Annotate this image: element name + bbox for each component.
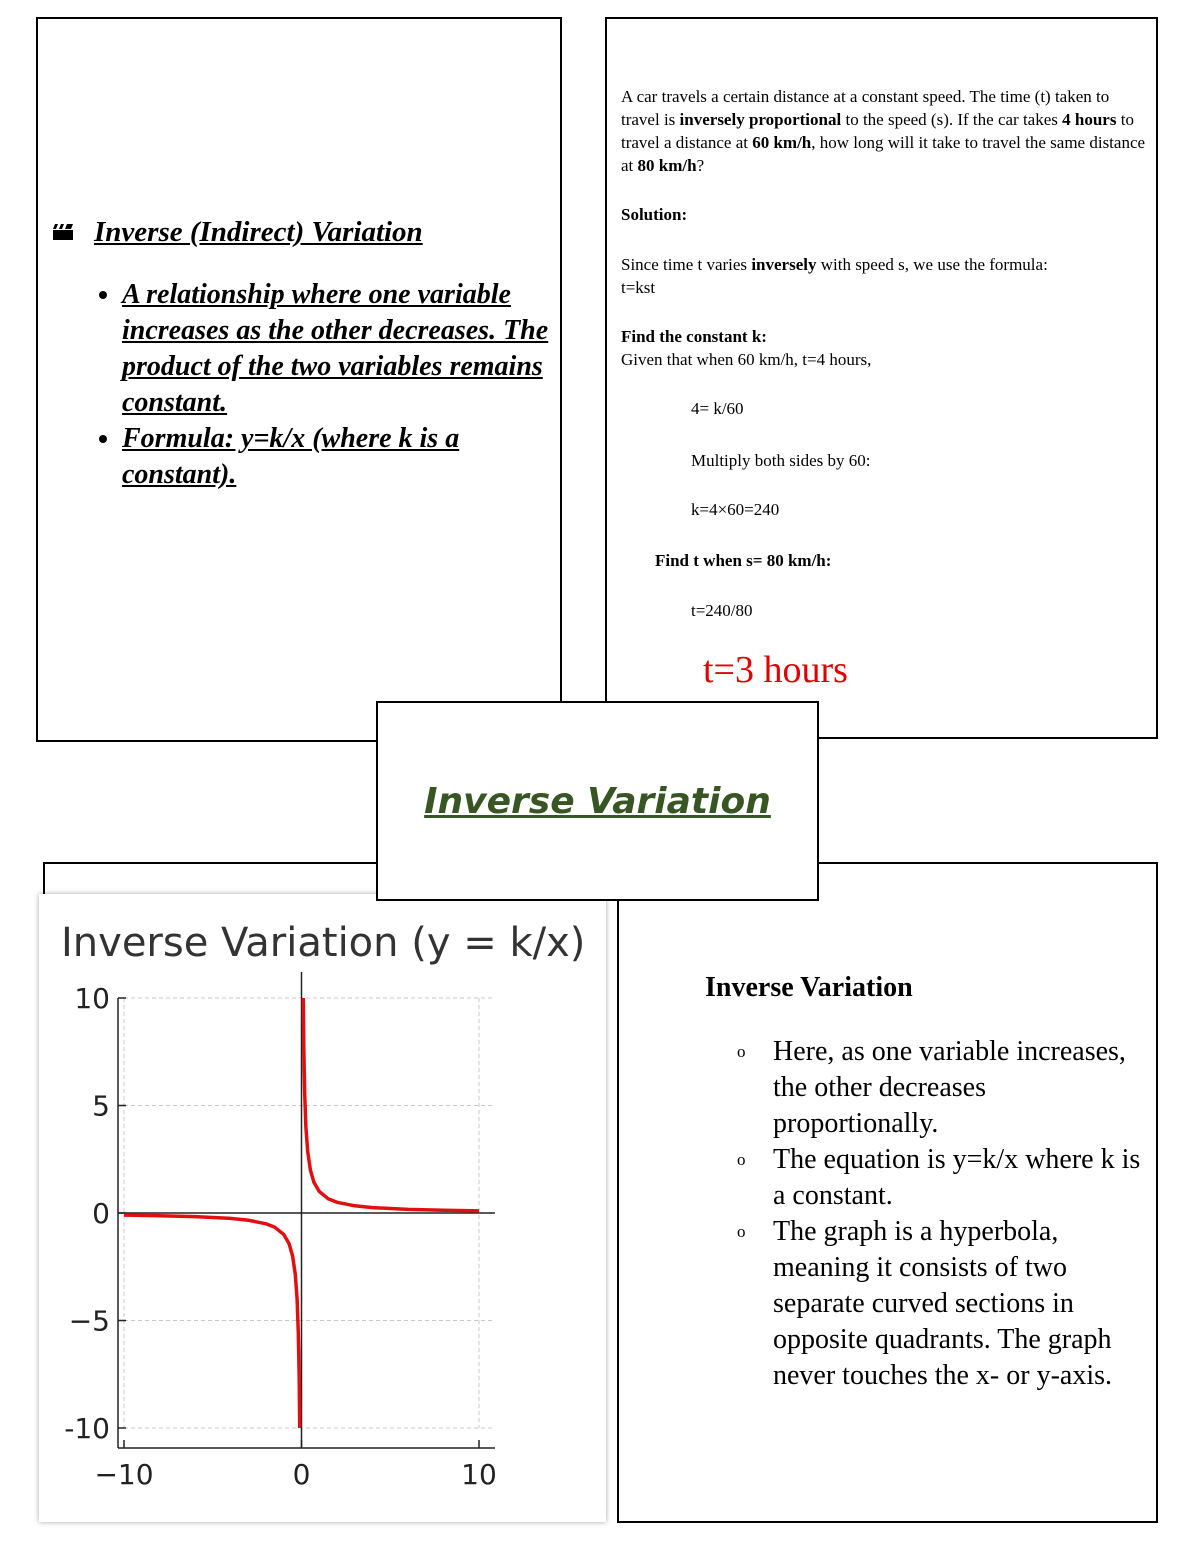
hyperbola-branch: [124, 1215, 300, 1428]
definition-card: [36, 17, 562, 742]
y-tick-label: -10: [64, 1412, 110, 1445]
hyperbola-branch: [303, 998, 479, 1211]
chart-card: [39, 894, 606, 1522]
center-title: Inverse Variation: [424, 781, 771, 822]
chart-title: Inverse Variation (y = k/x): [61, 920, 586, 966]
definition-title-text: Inverse (Indirect) Variation: [94, 216, 423, 248]
find-t-label: Find t when s= 80 km/h:: [655, 551, 832, 570]
equation-2: k=4×60=240: [691, 500, 780, 519]
definition-title: [52, 215, 423, 249]
notes-list: [737, 1034, 1147, 1394]
equation-1: 4= k/60: [691, 399, 744, 418]
clapperboard-icon: [52, 215, 74, 230]
given-text: Given that when 60 km/h, t=4 hours,: [621, 350, 872, 369]
problem-text: A car travels a certain distance at a constant speed. The time (t) taken to travel is inversely proportional to the speed (s). If the car takes 4 hours to travel a distance at 60 km/h, how long will it take to travel the same distance at 80 km/h?: [621, 87, 1146, 175]
x-tick-label: 10: [461, 1458, 497, 1491]
definition-bullet: • A relationship where one variable increases as the other decreases. The product of the two variables remains constant.: [122, 277, 562, 421]
equation-3: t=240/80: [691, 601, 753, 620]
x-tick-label: −10: [94, 1458, 154, 1491]
word-problem-card: [605, 17, 1158, 739]
inverse-variation-chart: [39, 894, 606, 1522]
formula-text: t=kst: [621, 278, 656, 297]
y-tick-label: −5: [68, 1304, 110, 1338]
notes-bullet: o Here, as one variable increases, the other decreases proportionally.: [737, 1036, 1126, 1139]
y-tick-label: 5: [92, 1089, 110, 1123]
notes-bullet: o The graph is a hyperbola, meaning it consists of two separate curved sections in opposite quadrants. The graph never touches the x- or y-axis.: [737, 1216, 1112, 1391]
circle-bullet-icon: o: [737, 1150, 746, 1169]
circle-bullet-icon: o: [737, 1042, 746, 1061]
notes-title: Inverse Variation: [705, 972, 913, 1003]
since-text: Since time t varies inversely with speed s, we use the formula: t=kst: [621, 255, 1048, 297]
y-tick-label: 0: [92, 1197, 110, 1230]
y-tick-label: 10: [74, 982, 110, 1015]
notes-bullet: o The equation is y=k/x where k is a constant.: [737, 1144, 1141, 1211]
multiply-text: Multiply both sides by 60:: [691, 451, 871, 470]
notes-card: [617, 862, 1158, 1523]
circle-bullet-icon: o: [737, 1222, 746, 1241]
formula-bullet: • Formula: y=k/x (where k is a constant).: [122, 421, 562, 493]
definition-list: [88, 277, 562, 493]
answer-text: t=3 hours: [703, 649, 848, 691]
center-title-card: [376, 701, 819, 901]
find-constant-label: Find the constant k:: [621, 327, 767, 346]
x-tick-label: 0: [292, 1458, 311, 1491]
solution-label: Solution:: [621, 205, 688, 224]
